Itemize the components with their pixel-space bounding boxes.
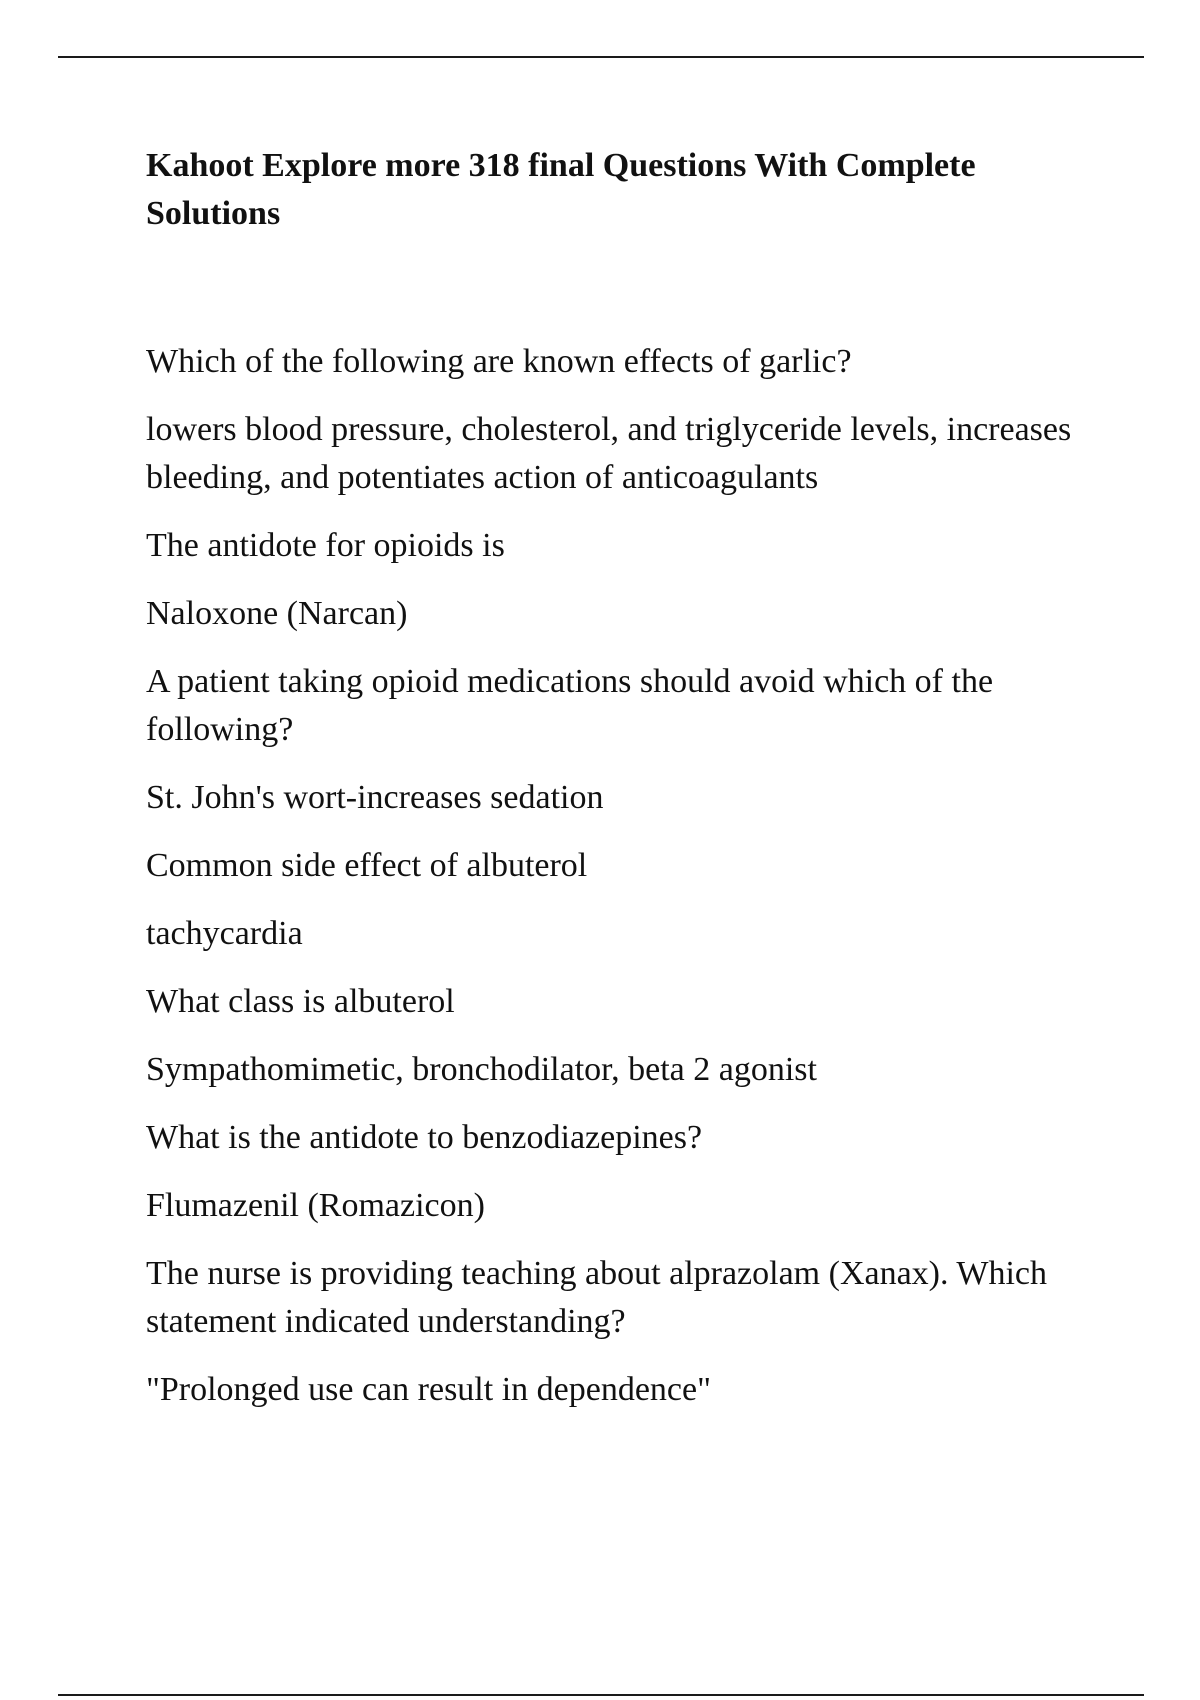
answer-text: lowers blood pressure, cholesterol, and triglyceride levels, increases bleeding, and potentiates action of anticoagulants xyxy=(146,411,1072,496)
question-text: What is the antidote to benzodiazepines? xyxy=(146,1119,703,1156)
question-text: The antidote for opioids is xyxy=(146,527,505,564)
answer-text: Flumazenil (Romazicon) xyxy=(146,1187,485,1224)
answer-text: Sympathomimetic, bronchodilator, beta 2 agonist xyxy=(146,1051,817,1088)
question-text: Common side effect of albuterol xyxy=(146,847,588,884)
document-title: Kahoot Explore more 318 final Questions With Complete Solutions xyxy=(146,147,976,232)
answer-text: tachycardia xyxy=(146,915,303,952)
qa-list xyxy=(146,338,1086,1414)
question-text: A patient taking opioid medications should avoid which of the following? xyxy=(146,663,994,748)
question-text: What class is albuterol xyxy=(146,983,455,1020)
top-divider xyxy=(58,56,1144,58)
answer-text: "Prolonged use can result in dependence" xyxy=(146,1371,711,1408)
bottom-divider xyxy=(58,1694,1144,1696)
answer-text: Naloxone (Narcan) xyxy=(146,595,408,632)
question-text: Which of the following are known effects of garlic? xyxy=(146,343,852,380)
answer-text: St. John's wort-increases sedation xyxy=(146,779,604,816)
question-text: The nurse is providing teaching about alprazolam (Xanax). Which statement indicated understanding? xyxy=(146,1255,1048,1340)
document-body xyxy=(146,142,1086,1434)
